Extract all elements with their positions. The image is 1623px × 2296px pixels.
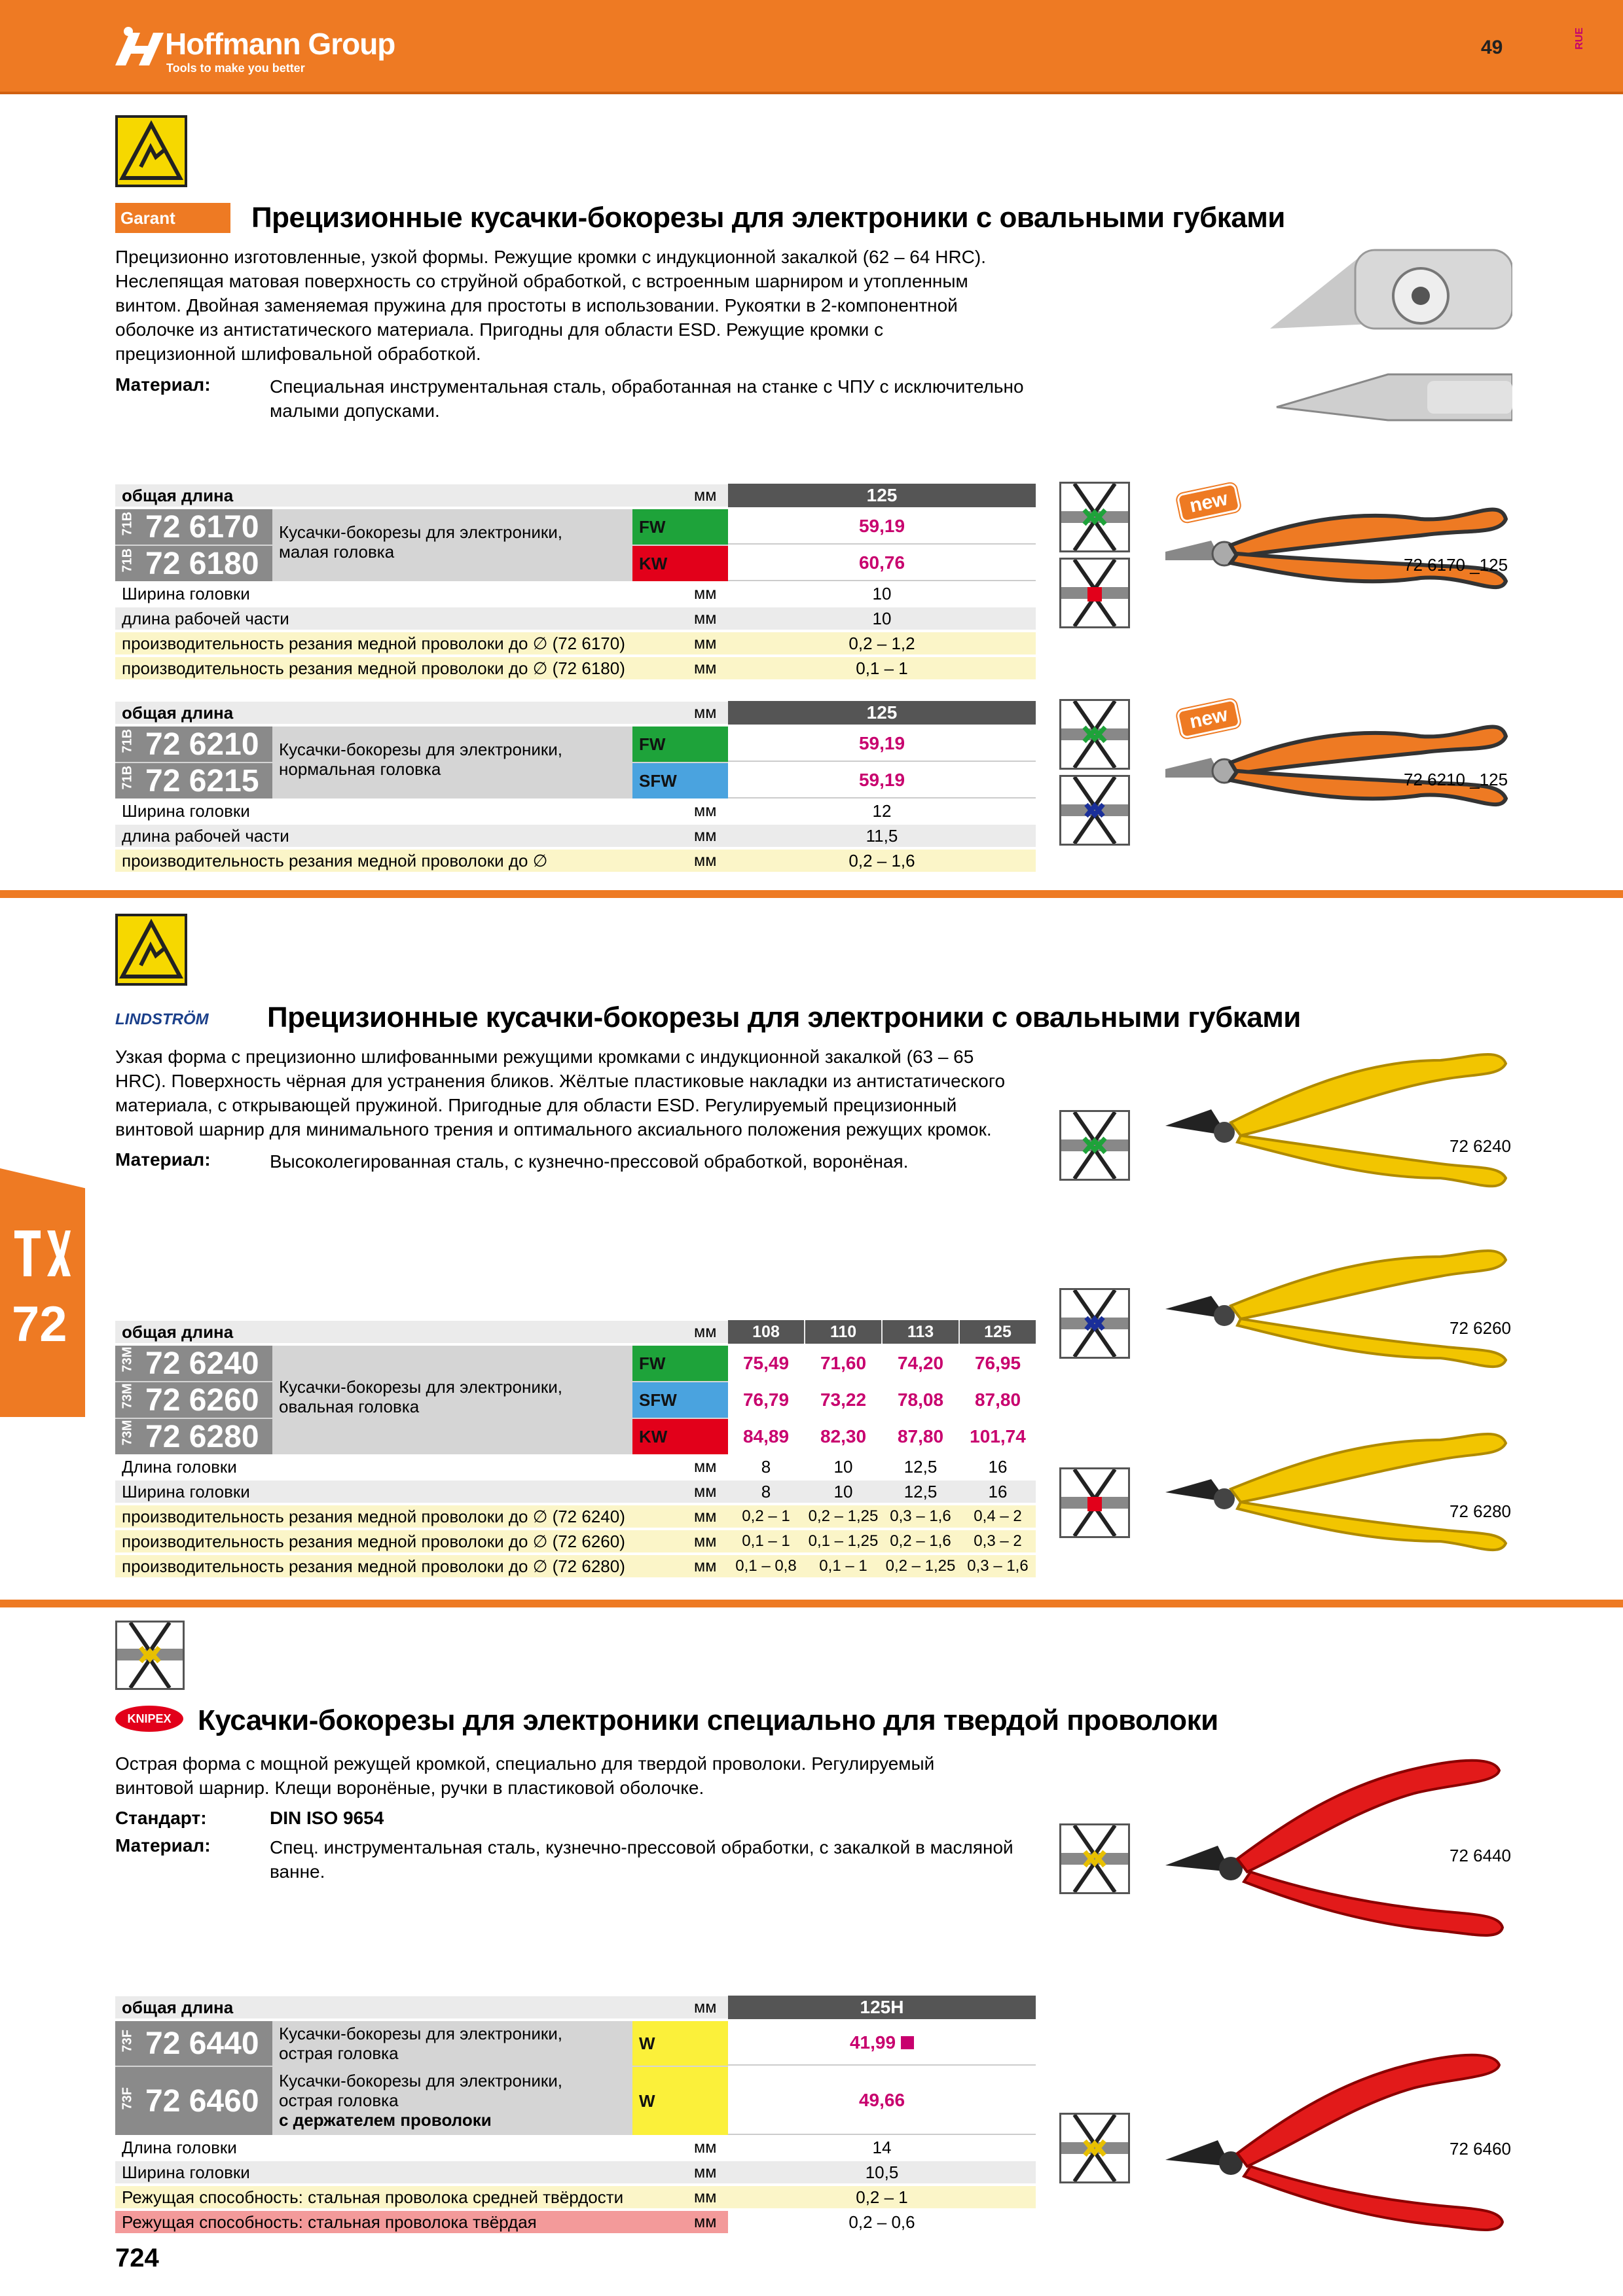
spec-row (115, 2161, 1036, 2185)
article-number (115, 1382, 272, 1418)
article-no: 72 6215 (145, 763, 259, 798)
spec-row (115, 657, 1036, 681)
spec-label: Ширина головки (122, 800, 250, 821)
material-label: Материал: (115, 1835, 211, 1856)
desc-line: Острая форма с мощной режущей кромкой, специально для твердой проволоки. Регулируемый (115, 1753, 935, 1774)
flush-cut-icon (1059, 699, 1130, 770)
article-number (115, 1346, 272, 1381)
spec-value: 0,2 – 1,2 (848, 633, 915, 653)
jaw-closeup-image (1270, 237, 1512, 446)
chapter-side-tab (0, 1168, 85, 1417)
section3-description (115, 1751, 1045, 1800)
price: 73,22 (820, 1390, 867, 1410)
product-image-label: 72 6240 (1450, 1136, 1511, 1156)
article-number (115, 546, 272, 581)
spec-unit: мм (694, 1457, 717, 1476)
header-page-number: 49 (1481, 37, 1503, 58)
spec-value: 0,2 – 1,25 (808, 1507, 879, 1525)
price: 59,19 (728, 726, 1036, 762)
pliers-orange-grey-image (1159, 483, 1512, 614)
article-no: 72 6240 (145, 1346, 259, 1381)
price: 87,80 (974, 1390, 1021, 1410)
spec-value: 10 (833, 1456, 853, 1477)
header-label: общая длина (122, 1997, 234, 2017)
desc-line: с держателем проволоки (279, 2110, 492, 2130)
spec-value: 0,1 – 1 (856, 658, 908, 678)
spec-value: 12 (872, 800, 892, 821)
article-number (115, 726, 272, 762)
price-marker-icon (901, 2036, 914, 2049)
table-header-row (115, 702, 1036, 725)
article-no: 72 6280 (145, 1419, 259, 1454)
header-length-value: 125H (728, 1996, 1036, 2019)
article-number (115, 763, 272, 798)
desc-line: Неслепящая матовая поверхность со струйной обработкой, с встроенным шарниром и утопленным (115, 271, 968, 291)
spec-unit: мм (694, 1556, 717, 1575)
desc-line: острая головка (279, 2043, 399, 2063)
desc-line: Кусачки-бокорезы для электроники, (279, 522, 562, 542)
super-flush-cut-icon (1059, 1288, 1130, 1359)
article-no: 72 6210 (145, 726, 259, 762)
spec-value: 11,5 (866, 825, 898, 846)
price: 78,08 (897, 1390, 944, 1410)
variant-code-kw: KW (632, 546, 728, 581)
desc-line: Кусачки-бокорезы для электроники, (279, 2071, 562, 2090)
spec-label: Режущая способность: стальная проволока средней твёрдости (122, 2187, 624, 2207)
header-length-value: 125 (728, 701, 1036, 725)
flush-cut-icon (1059, 482, 1130, 552)
header-label: общая длина (122, 702, 234, 723)
product-image-label: 72 6280 (1450, 1501, 1511, 1521)
article-category: 73M (120, 1420, 135, 1445)
header-length-value: 113 (883, 1320, 958, 1344)
bevel-cut-icon (1059, 558, 1130, 628)
esd-warning-icon (115, 914, 187, 986)
material-line: малыми допусками. (270, 401, 440, 421)
hard-wire-cut-icon (1059, 2113, 1130, 2183)
spec-unit: мм (694, 2187, 717, 2206)
article-category: 73M (120, 1383, 135, 1408)
brand-tagline: Tools to make you better (166, 62, 305, 75)
spec-value: 0,2 – 1,6 (848, 850, 915, 870)
spec-value: 16 (988, 1456, 1008, 1477)
header-length-value: 125 (960, 1320, 1036, 1344)
spec-label: производительность резания медной проволоки до ∅ (72 6180) (122, 658, 625, 678)
esd-warning-icon (115, 115, 187, 187)
article-no: 72 6260 (145, 1382, 259, 1418)
spec-table-3 (115, 1321, 1036, 1583)
article-number (115, 509, 272, 545)
article-category: 71B (120, 765, 135, 789)
price: 71,60 (820, 1353, 867, 1373)
desc-line: Кусачки-бокорезы для электроники, (279, 2024, 562, 2043)
variant-code-fw: FW (632, 509, 728, 545)
article-category: 73M (120, 1346, 135, 1372)
new-badge: new (1176, 698, 1241, 739)
section-divider (0, 1600, 1623, 1607)
hard-wire-cut-icon (115, 1621, 185, 1690)
spec-label: производительность резания медной проволоки до ∅ (72 6170) (122, 633, 625, 653)
spec-label: длина рабочей части (122, 608, 289, 628)
spec-unit: мм (694, 2162, 717, 2181)
spec-row (115, 607, 1036, 631)
material-line: Спец. инструментальная сталь, кузнечно-прессовой обработки, с закалкой в масляной (270, 1837, 1013, 1857)
section1-title: Прецизионные кусачки-бокорезы для электроники с овальными губками (251, 202, 1285, 234)
desc-line: винтом. Двойная заменяемая пружина для простоты в использовании. Рукоятки в 2-компонентной (115, 295, 958, 315)
spec-table-2 (115, 702, 1036, 877)
spec-value: 0,3 – 1,6 (890, 1507, 951, 1525)
price: 82,30 (820, 1426, 867, 1446)
desc-line: HRC). Поверхность чёрная для устранения бликов. Жёлтые пластиковые накладки из антистатического (115, 1071, 1006, 1091)
spec-unit: мм (694, 2212, 717, 2231)
article-number (115, 2021, 272, 2066)
header-divider (0, 92, 1623, 94)
desc-line: оболочке из антистатического материала. Пригодны для области ESD. Режущие кромки с (115, 319, 884, 340)
spec-table-1 (115, 484, 1036, 682)
spec-unit: мм (694, 609, 717, 628)
spec-value: 0,3 – 1,6 (967, 1557, 1029, 1575)
price: 59,19 (728, 509, 1036, 545)
spec-row (115, 1505, 1036, 1529)
article-category: 71B (120, 728, 135, 753)
variant-code-kw: KW (632, 1419, 728, 1454)
spec-value: 16 (988, 1481, 1008, 1501)
variant-code-sfw: SFW (632, 1382, 728, 1418)
desc-line: Прецизионно изготовленные, узкой формы. Режущие кромки с индукционной закалкой (62 – 64 HRC). (115, 247, 986, 267)
variant-code-sfw: SFW (632, 763, 728, 798)
spec-row (115, 800, 1036, 823)
brand-name: Hoffmann Group (165, 27, 395, 61)
product-image-label: 72 6170 _125 (1404, 555, 1508, 575)
language-code: RUE (1573, 27, 1585, 50)
variant-code-w: W (632, 2021, 728, 2066)
material-line: Специальная инструментальная сталь, обработанная на станке с ЧПУ с исключительно (270, 376, 1024, 397)
spec-label: производительность резания медной проволоки до ∅ (122, 850, 548, 870)
article-category: 73F (120, 2029, 135, 2052)
price: 41,99 (849, 2032, 896, 2053)
variant-code-w: W (632, 2067, 728, 2135)
table-header-row (115, 484, 1036, 508)
article-no: 72 6460 (145, 2083, 259, 2119)
header-length-value: 110 (805, 1320, 881, 1344)
garant-brand-logo: Garant (115, 203, 230, 233)
pliers-yellow-image (1159, 1244, 1512, 1374)
spec-value: 0,2 – 1,25 (885, 1557, 956, 1575)
spec-label: Ширина головки (122, 1481, 250, 1501)
section2-title: Прецизионные кусачки-бокорезы для электроники с овальными губками (267, 1001, 1301, 1033)
new-badge: new (1176, 482, 1241, 523)
spec-value: 0,1 – 1 (819, 1557, 867, 1575)
spec-label: Длина головки (122, 1456, 237, 1477)
desc-line: овальная головка (279, 1397, 420, 1416)
spec-unit: мм (694, 1507, 717, 1526)
standard-label: Стандарт: (115, 1808, 207, 1828)
price: 75,49 (742, 1353, 790, 1373)
material-value: Высоколегированная сталь, с кузнечно-прессовой обработкой, воронёная. (270, 1151, 909, 1172)
section2-description (115, 1045, 1045, 1141)
price: 59,19 (728, 763, 1036, 798)
flush-cut-icon (1059, 1110, 1130, 1181)
spec-table-4 (115, 1996, 1036, 2248)
table-header-row (115, 1996, 1036, 2020)
article-number (115, 2067, 272, 2135)
section-divider (0, 890, 1623, 898)
header-unit: мм (694, 1322, 717, 1341)
article-category: 71B (120, 511, 135, 535)
header-length-value: 125 (728, 484, 1036, 507)
hoffmann-logo-icon (115, 26, 164, 65)
spec-unit: мм (694, 2138, 717, 2157)
desc-line: малая головка (279, 542, 395, 562)
spec-value: 8 (761, 1456, 771, 1477)
price: 49,66 (728, 2067, 1036, 2135)
desc-line: Узкая форма с прецизионно шлифованными режущими кромками с индукционной закалкой (63 – 65 (115, 1047, 974, 1067)
table-header-row (115, 1321, 1036, 1344)
spec-label: Ширина головки (122, 583, 250, 603)
variant-code-fw: FW (632, 726, 728, 762)
product-image-label: 72 6210 _125 (1404, 770, 1508, 789)
spec-label: длина рабочей части (122, 825, 289, 846)
spec-row (115, 1480, 1036, 1504)
desc-line: винтовой шарнир. Клещи воронёные, ручки в пластиковой оболочке. (115, 1778, 704, 1798)
spec-row (115, 2211, 1036, 2234)
spec-value: 0,1 – 0,8 (735, 1557, 797, 1575)
article-category: 73F (120, 2087, 135, 2109)
pliers-yellow-image (1159, 1047, 1512, 1204)
spec-value: 0,2 – 1 (856, 2187, 908, 2207)
spec-row (115, 583, 1036, 606)
knipex-brand-logo: KNIPEX (115, 1706, 183, 1732)
pliers-orange-grey-image (1159, 700, 1512, 831)
material-label: Материал: (115, 374, 211, 395)
spec-row (115, 850, 1036, 873)
price: 76,79 (742, 1390, 790, 1410)
spec-value: 10 (833, 1481, 853, 1501)
spec-unit: мм (694, 584, 717, 603)
footer-page-number: 724 (115, 2244, 159, 2272)
article-description (279, 2071, 562, 2130)
header-label: общая длина (122, 485, 234, 505)
spec-label: производительность резания медной проволоки до ∅ (72 6260) (122, 1531, 625, 1551)
spec-label: Ширина головки (122, 2162, 250, 2182)
spec-value: 10 (872, 583, 892, 603)
spec-row (115, 2136, 1036, 2160)
spec-value: 10,5 (865, 2162, 899, 2182)
material-value (270, 1835, 1013, 1884)
section1-description (115, 245, 1045, 366)
desc-line: винтовой шарнир для минимального трения и оптимального аксиального положения режущих кромок. (115, 1119, 992, 1139)
product-image-label: 72 6440 (1450, 1846, 1511, 1865)
desc-line: материала, с открывающей пружиной. Пригодные для области ESD. Регулируемый прецизионный (115, 1095, 957, 1115)
article-no: 72 6170 (145, 509, 259, 545)
lindstrom-brand-logo: LINDSTRÖM (115, 1011, 209, 1028)
variant-code-fw: FW (632, 1346, 728, 1381)
pliers-yellow-image (1159, 1427, 1512, 1558)
material-line: ванне. (270, 1861, 325, 1882)
spec-label: производительность резания медной проволоки до ∅ (72 6240) (122, 1506, 625, 1526)
spec-unit: мм (694, 1482, 717, 1501)
spec-value: 0,2 – 1 (742, 1507, 790, 1525)
price: 60,76 (728, 546, 1036, 581)
spec-unit: мм (694, 801, 717, 820)
hard-wire-cut-icon (1059, 1823, 1130, 1894)
spec-row (115, 1530, 1036, 1554)
spec-unit: мм (694, 634, 717, 653)
price-cell (728, 2021, 1036, 2066)
spec-row (115, 825, 1036, 848)
super-flush-cut-icon (1059, 775, 1130, 846)
spec-label: производительность резания медной проволоки до ∅ (72 6280) (122, 1556, 625, 1576)
spec-unit: мм (694, 658, 717, 677)
spec-value: 0,2 – 0,6 (848, 2212, 915, 2232)
article-description (279, 522, 562, 562)
article-description (279, 1377, 562, 1416)
bevel-cut-icon (1059, 1467, 1130, 1538)
product-image-label: 72 6260 (1450, 1318, 1511, 1338)
spec-row (115, 632, 1036, 656)
price: 74,20 (897, 1353, 944, 1373)
spec-value: 14 (872, 2137, 892, 2157)
spec-label: Длина головки (122, 2137, 237, 2157)
price: 101,74 (970, 1426, 1026, 1446)
article-category: 71B (120, 548, 135, 572)
article-description (279, 2024, 562, 2063)
product-image-label: 72 6460 (1450, 2139, 1511, 2159)
header-unit: мм (694, 486, 717, 505)
material-value (270, 374, 1024, 423)
spec-value: 0,1 – 1,25 (808, 1532, 879, 1550)
article-no: 72 6180 (145, 546, 259, 581)
desc-line: нормальная головка (279, 759, 441, 779)
spec-row (115, 2186, 1036, 2210)
header-unit: мм (694, 703, 717, 722)
spec-row (115, 1555, 1036, 1579)
chapter-number: 72 (12, 1297, 67, 1352)
spec-value: 0,4 – 2 (974, 1507, 1022, 1525)
desc-line: прецизионной шлифовальной обработкой. (115, 344, 481, 364)
spec-row (115, 1456, 1036, 1479)
article-description (279, 740, 562, 779)
article-no: 72 6440 (145, 2026, 259, 2061)
desc-line: Кусачки-бокорезы для электроники, (279, 740, 562, 759)
spec-value: 0,1 – 1 (742, 1532, 790, 1550)
desc-line: Кусачки-бокорезы для электроники, (279, 1377, 562, 1397)
section3-title: Кусачки-бокорезы для электроники специально для твердой проволоки (198, 1704, 1218, 1736)
price: 87,80 (897, 1426, 944, 1446)
price: 76,95 (974, 1353, 1021, 1373)
spec-value: 8 (761, 1481, 771, 1501)
spec-unit: мм (694, 826, 717, 845)
spec-value: 12,5 (903, 1481, 938, 1501)
header-length-value: 108 (728, 1320, 804, 1344)
spec-value: 0,2 – 1,6 (890, 1532, 951, 1550)
header-label: общая длина (122, 1321, 234, 1342)
price: 84,89 (742, 1426, 790, 1446)
desc-line: острая головка (279, 2090, 399, 2110)
spec-value: 0,3 – 2 (974, 1532, 1022, 1550)
material-label: Материал: (115, 1149, 211, 1170)
spec-label: Режущая способность: стальная проволока твёрдая (122, 2212, 537, 2232)
spec-value: 12,5 (903, 1456, 938, 1477)
spec-unit: мм (694, 1532, 717, 1551)
spec-value: 10 (872, 608, 892, 628)
spec-unit: мм (694, 851, 717, 870)
header-unit: мм (694, 1998, 717, 2017)
article-number (115, 1419, 272, 1454)
pliers-chapter-icon (14, 1230, 71, 1283)
standard-value: DIN ISO 9654 (270, 1808, 384, 1828)
